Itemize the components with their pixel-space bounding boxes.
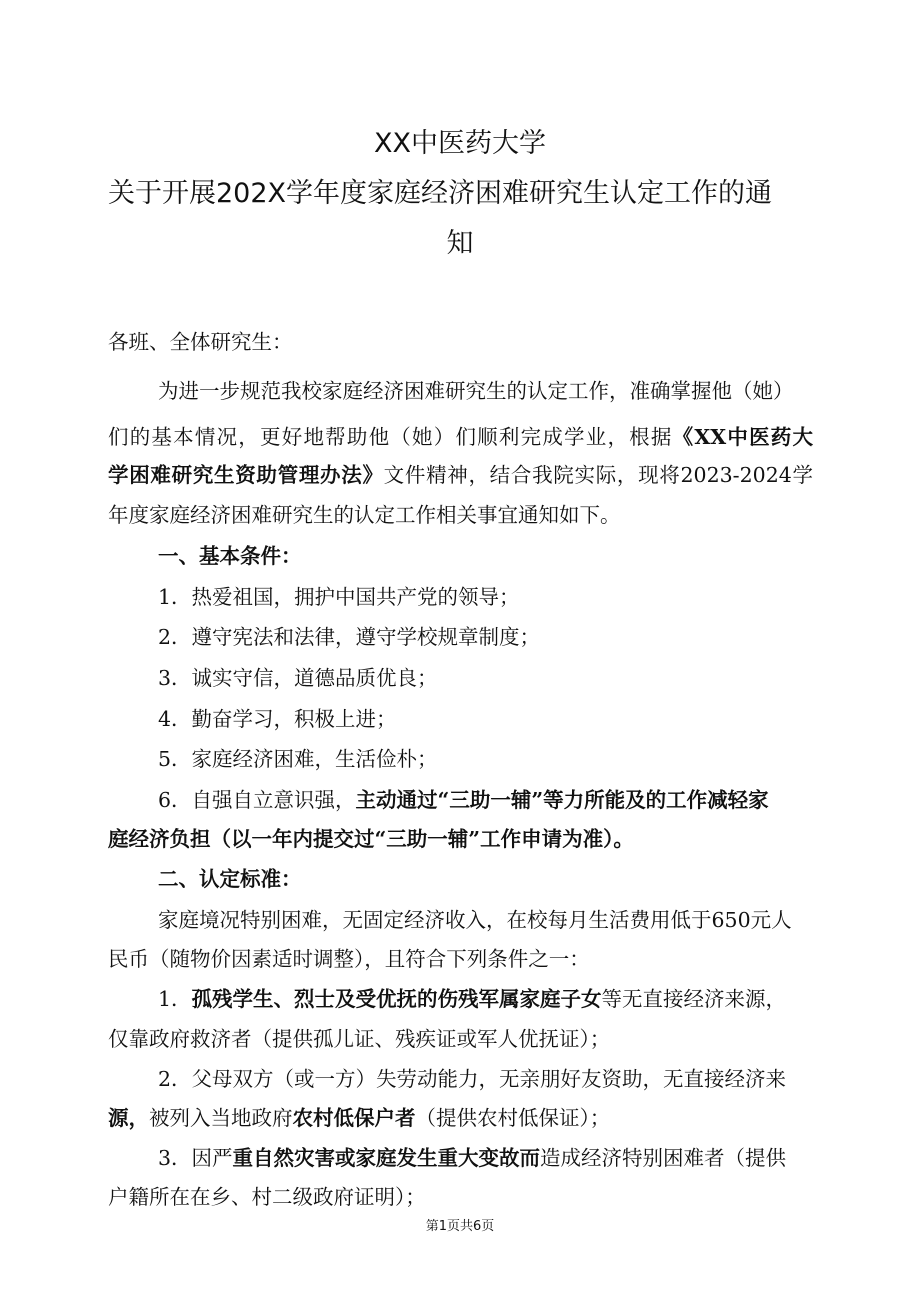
criteria-text: （提供农村低保证）；: [415, 1106, 611, 1130]
condition-item-3: 3．诚实守信，道德品质优良；: [158, 666, 438, 690]
intro-line-2: [108, 424, 813, 450]
condition-item-4: 4．勤奋学习，积极上进；: [158, 707, 397, 731]
intro-line-1: 为进一步规范我校家庭经济困难研究生的认定工作，准确掌握他（她）: [158, 379, 794, 403]
criteria-text: 3．因严: [158, 1146, 233, 1170]
page-footer: 第1页共6页: [425, 1219, 495, 1234]
section-heading-basic-conditions: 一、基本条件：: [158, 544, 302, 568]
criteria-text: 被列入当地政府: [149, 1106, 293, 1130]
intro-text: 们的基本情况，更好地帮助他（她）们顺利完成学业，根据: [108, 425, 673, 449]
intro-text: 文件精神，结合我院实际，现将2023-2024学: [383, 463, 813, 487]
criteria-item-3: [158, 1145, 813, 1171]
criteria-text: 等无直接经济来源，: [601, 987, 787, 1011]
criteria-emphasis: 孤残学生、烈士及受优抚的伤残军属家庭子女: [191, 987, 602, 1011]
criteria-item-1: [158, 986, 813, 1012]
criteria-intro-line-1: 家庭境况特别困难，无固定经济收入，在校每月生活费用低于650元人: [158, 908, 792, 932]
criteria-number: 1．: [158, 987, 192, 1011]
criteria-text: 造成经济特别困难者（提供: [540, 1146, 787, 1170]
document-title-line-2: 关于开展202X学年度家庭经济困难研究生认定工作的通: [108, 178, 773, 209]
criteria-item-2-cont: [108, 1105, 813, 1131]
condition-item-2: 2．遵守宪法和法律，遵守学校规章制度；: [158, 625, 541, 649]
criteria-emphasis: 重自然灾害或家庭发生重大变故而: [232, 1146, 541, 1170]
regulation-title-cont: 学困难研究生资助管理办法》: [108, 463, 384, 487]
condition-item-5: 5．家庭经济困难，生活俭朴；: [158, 747, 438, 771]
document-title-line-1: XX中医药大学: [374, 128, 546, 159]
criteria-item-3-cont: 户籍所在在乡、村二级政府证明）；: [108, 1185, 426, 1209]
section-heading-criteria: 二、认定标准：: [158, 867, 302, 891]
criteria-item-1-cont: 仅靠政府救济者（提供孤儿证、残疾证或军人优抚证）；: [108, 1027, 611, 1051]
condition-emphasis: 主动通过“三助一辅”等力所能及的工作减轻家: [355, 788, 769, 812]
regulation-title: 《XX中医药大: [672, 425, 813, 449]
condition-item-1: 1．热爱祖国，拥护中国共产党的领导；: [158, 585, 520, 609]
criteria-emphasis: 农村低保户者: [292, 1106, 416, 1130]
condition-item-6-cont: 庭经济负担（以一年内提交过“三助一辅”工作申请为准）。: [108, 827, 634, 851]
salutation: 各班、全体研究生：: [108, 330, 293, 354]
criteria-emphasis: 源，: [108, 1106, 149, 1130]
intro-line-4: 年度家庭经济困难研究生的认定工作相关事宜通知如下。: [108, 503, 621, 527]
condition-text: 6．自强自立意识强，: [158, 788, 356, 812]
intro-line-3: [108, 462, 813, 488]
document-title-line-3: 知: [446, 228, 474, 259]
criteria-item-2: 2．父母双方（或一方）失劳动能力，无亲朋好友资助，无直接经济来: [158, 1067, 787, 1091]
condition-item-6: [158, 787, 813, 813]
criteria-intro-line-2: 民币（随物价因素适时调整），且符合下列条件之一：: [108, 947, 590, 971]
